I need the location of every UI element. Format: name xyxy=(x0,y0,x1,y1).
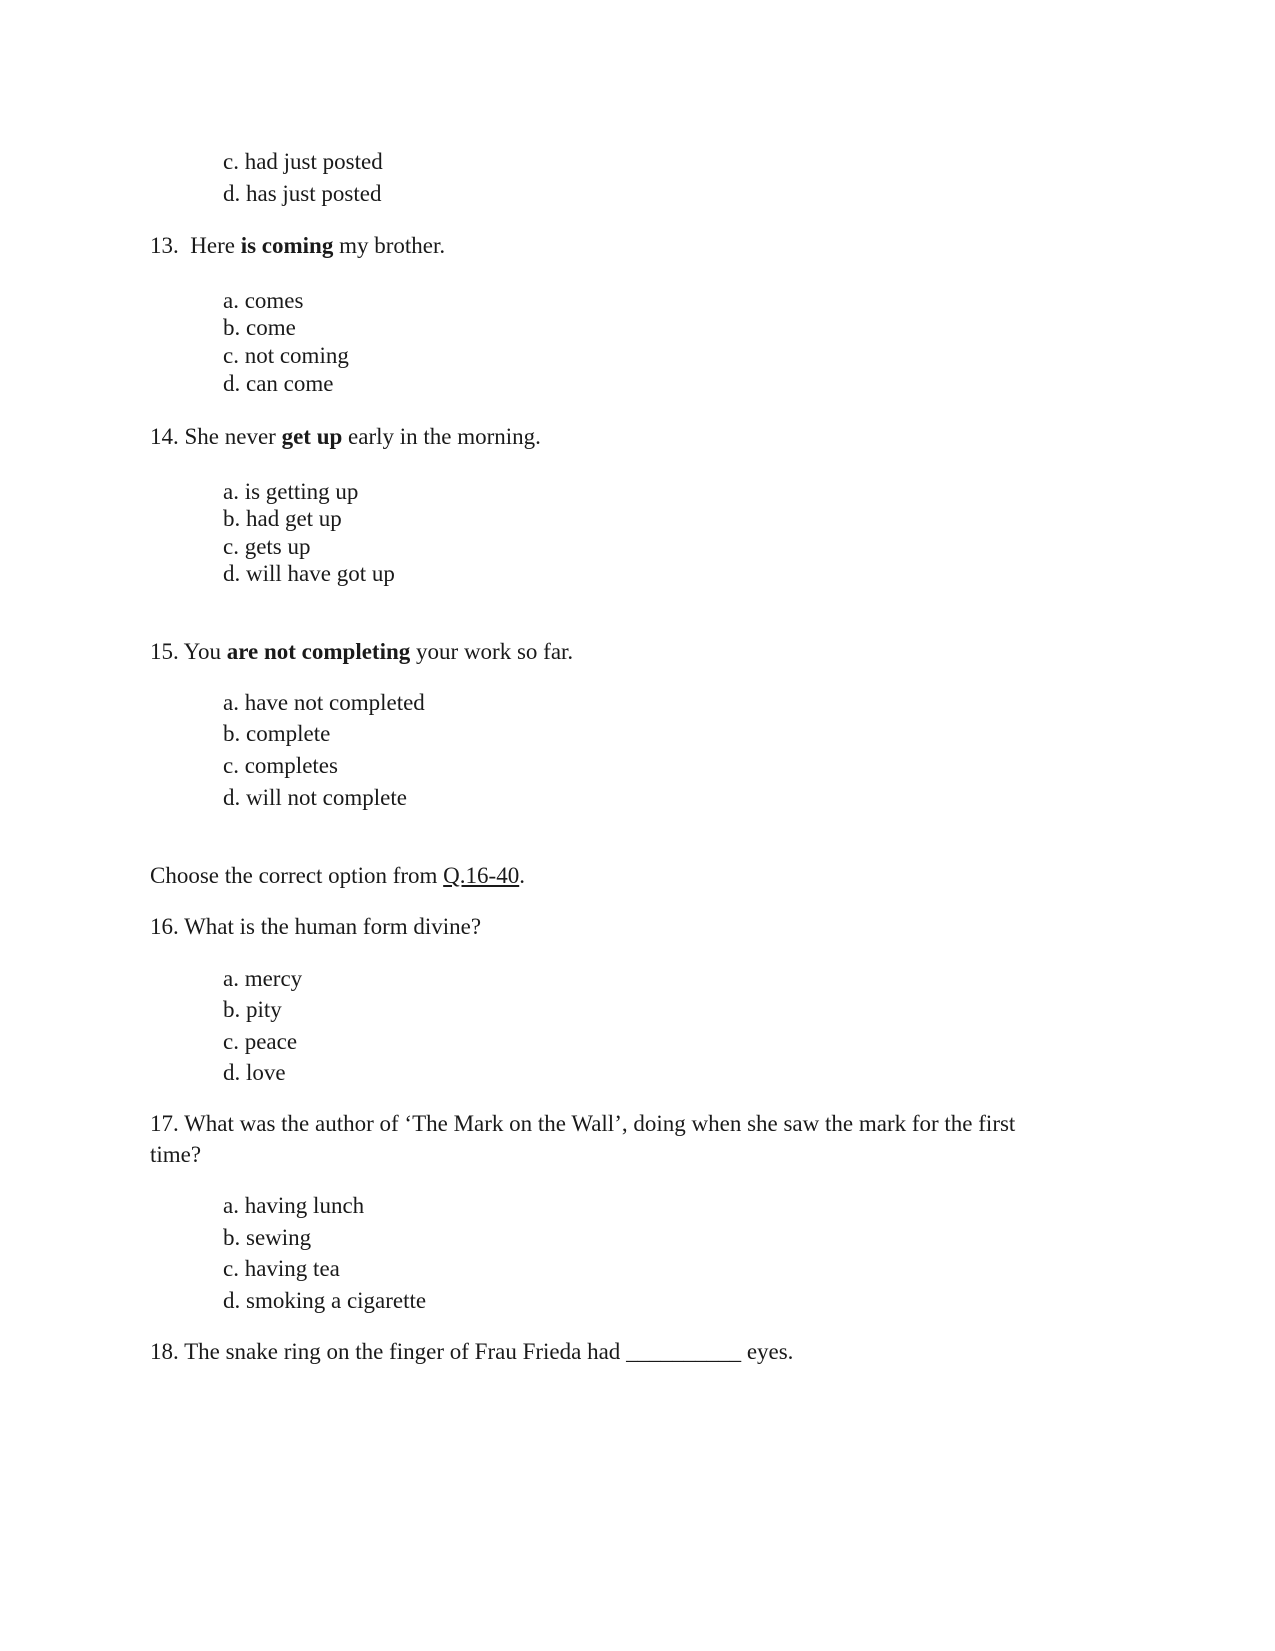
question-number: 13. xyxy=(150,233,179,258)
instruction-period: . xyxy=(519,863,525,888)
option-b: b. sewing xyxy=(223,1225,312,1250)
option-b: b. complete xyxy=(223,721,331,746)
option-d: d. will have got up xyxy=(223,561,395,586)
option-d: d. can come xyxy=(223,371,334,396)
question-14 xyxy=(150,423,541,451)
option-b: b. pity xyxy=(223,997,282,1022)
question-text: my brother. xyxy=(339,233,446,258)
option-a: a. comes xyxy=(223,288,304,313)
option-a: a. mercy xyxy=(223,966,303,991)
option-c: c. had just posted xyxy=(223,149,383,174)
option-d: d. love xyxy=(223,1060,286,1085)
question-text: Here xyxy=(190,233,235,258)
question-16: 16. What is the human form divine? xyxy=(150,914,482,939)
option-d: d. smoking a cigarette xyxy=(223,1288,427,1313)
answer-blank: __________ xyxy=(626,1339,742,1364)
question-13 xyxy=(150,232,445,260)
section-instruction xyxy=(150,862,525,890)
question-text: You xyxy=(183,639,221,664)
question-text: She never xyxy=(184,424,276,449)
question-text: 18. The snake ring on the finger of Frau Frieda had xyxy=(150,1339,621,1364)
question-emphasis: get up xyxy=(281,424,343,449)
question-17-line-2: time? xyxy=(150,1142,202,1167)
question-text: your work so far. xyxy=(416,639,574,664)
instruction-text: Choose the correct option from xyxy=(150,863,438,888)
option-a: a. having lunch xyxy=(223,1193,365,1218)
question-emphasis: is coming xyxy=(240,233,334,258)
question-text: early in the morning. xyxy=(348,424,541,449)
question-text: eyes. xyxy=(746,1339,794,1364)
option-c: c. not coming xyxy=(223,343,349,368)
option-c: c. having tea xyxy=(223,1256,340,1281)
question-number: 14. xyxy=(150,424,179,449)
question-18 xyxy=(150,1338,793,1366)
question-17-line-1: 17. What was the author of ‘The Mark on the Wall’, doing when she saw the mark for the first xyxy=(150,1111,1016,1136)
instruction-range: Q.16-40 xyxy=(443,863,520,888)
option-c: c. completes xyxy=(223,753,338,778)
option-d: d. has just posted xyxy=(223,181,382,206)
option-c: c. gets up xyxy=(223,534,311,559)
option-c: c. peace xyxy=(223,1029,298,1054)
option-b: b. come xyxy=(223,315,296,340)
question-number: 15. xyxy=(150,639,179,664)
option-b: b. had get up xyxy=(223,506,342,531)
option-d: d. will not complete xyxy=(223,785,407,810)
question-emphasis: are not completing xyxy=(226,639,411,664)
question-15 xyxy=(150,638,573,666)
option-a: a. is getting up xyxy=(223,479,359,504)
option-a: a. have not completed xyxy=(223,690,425,715)
